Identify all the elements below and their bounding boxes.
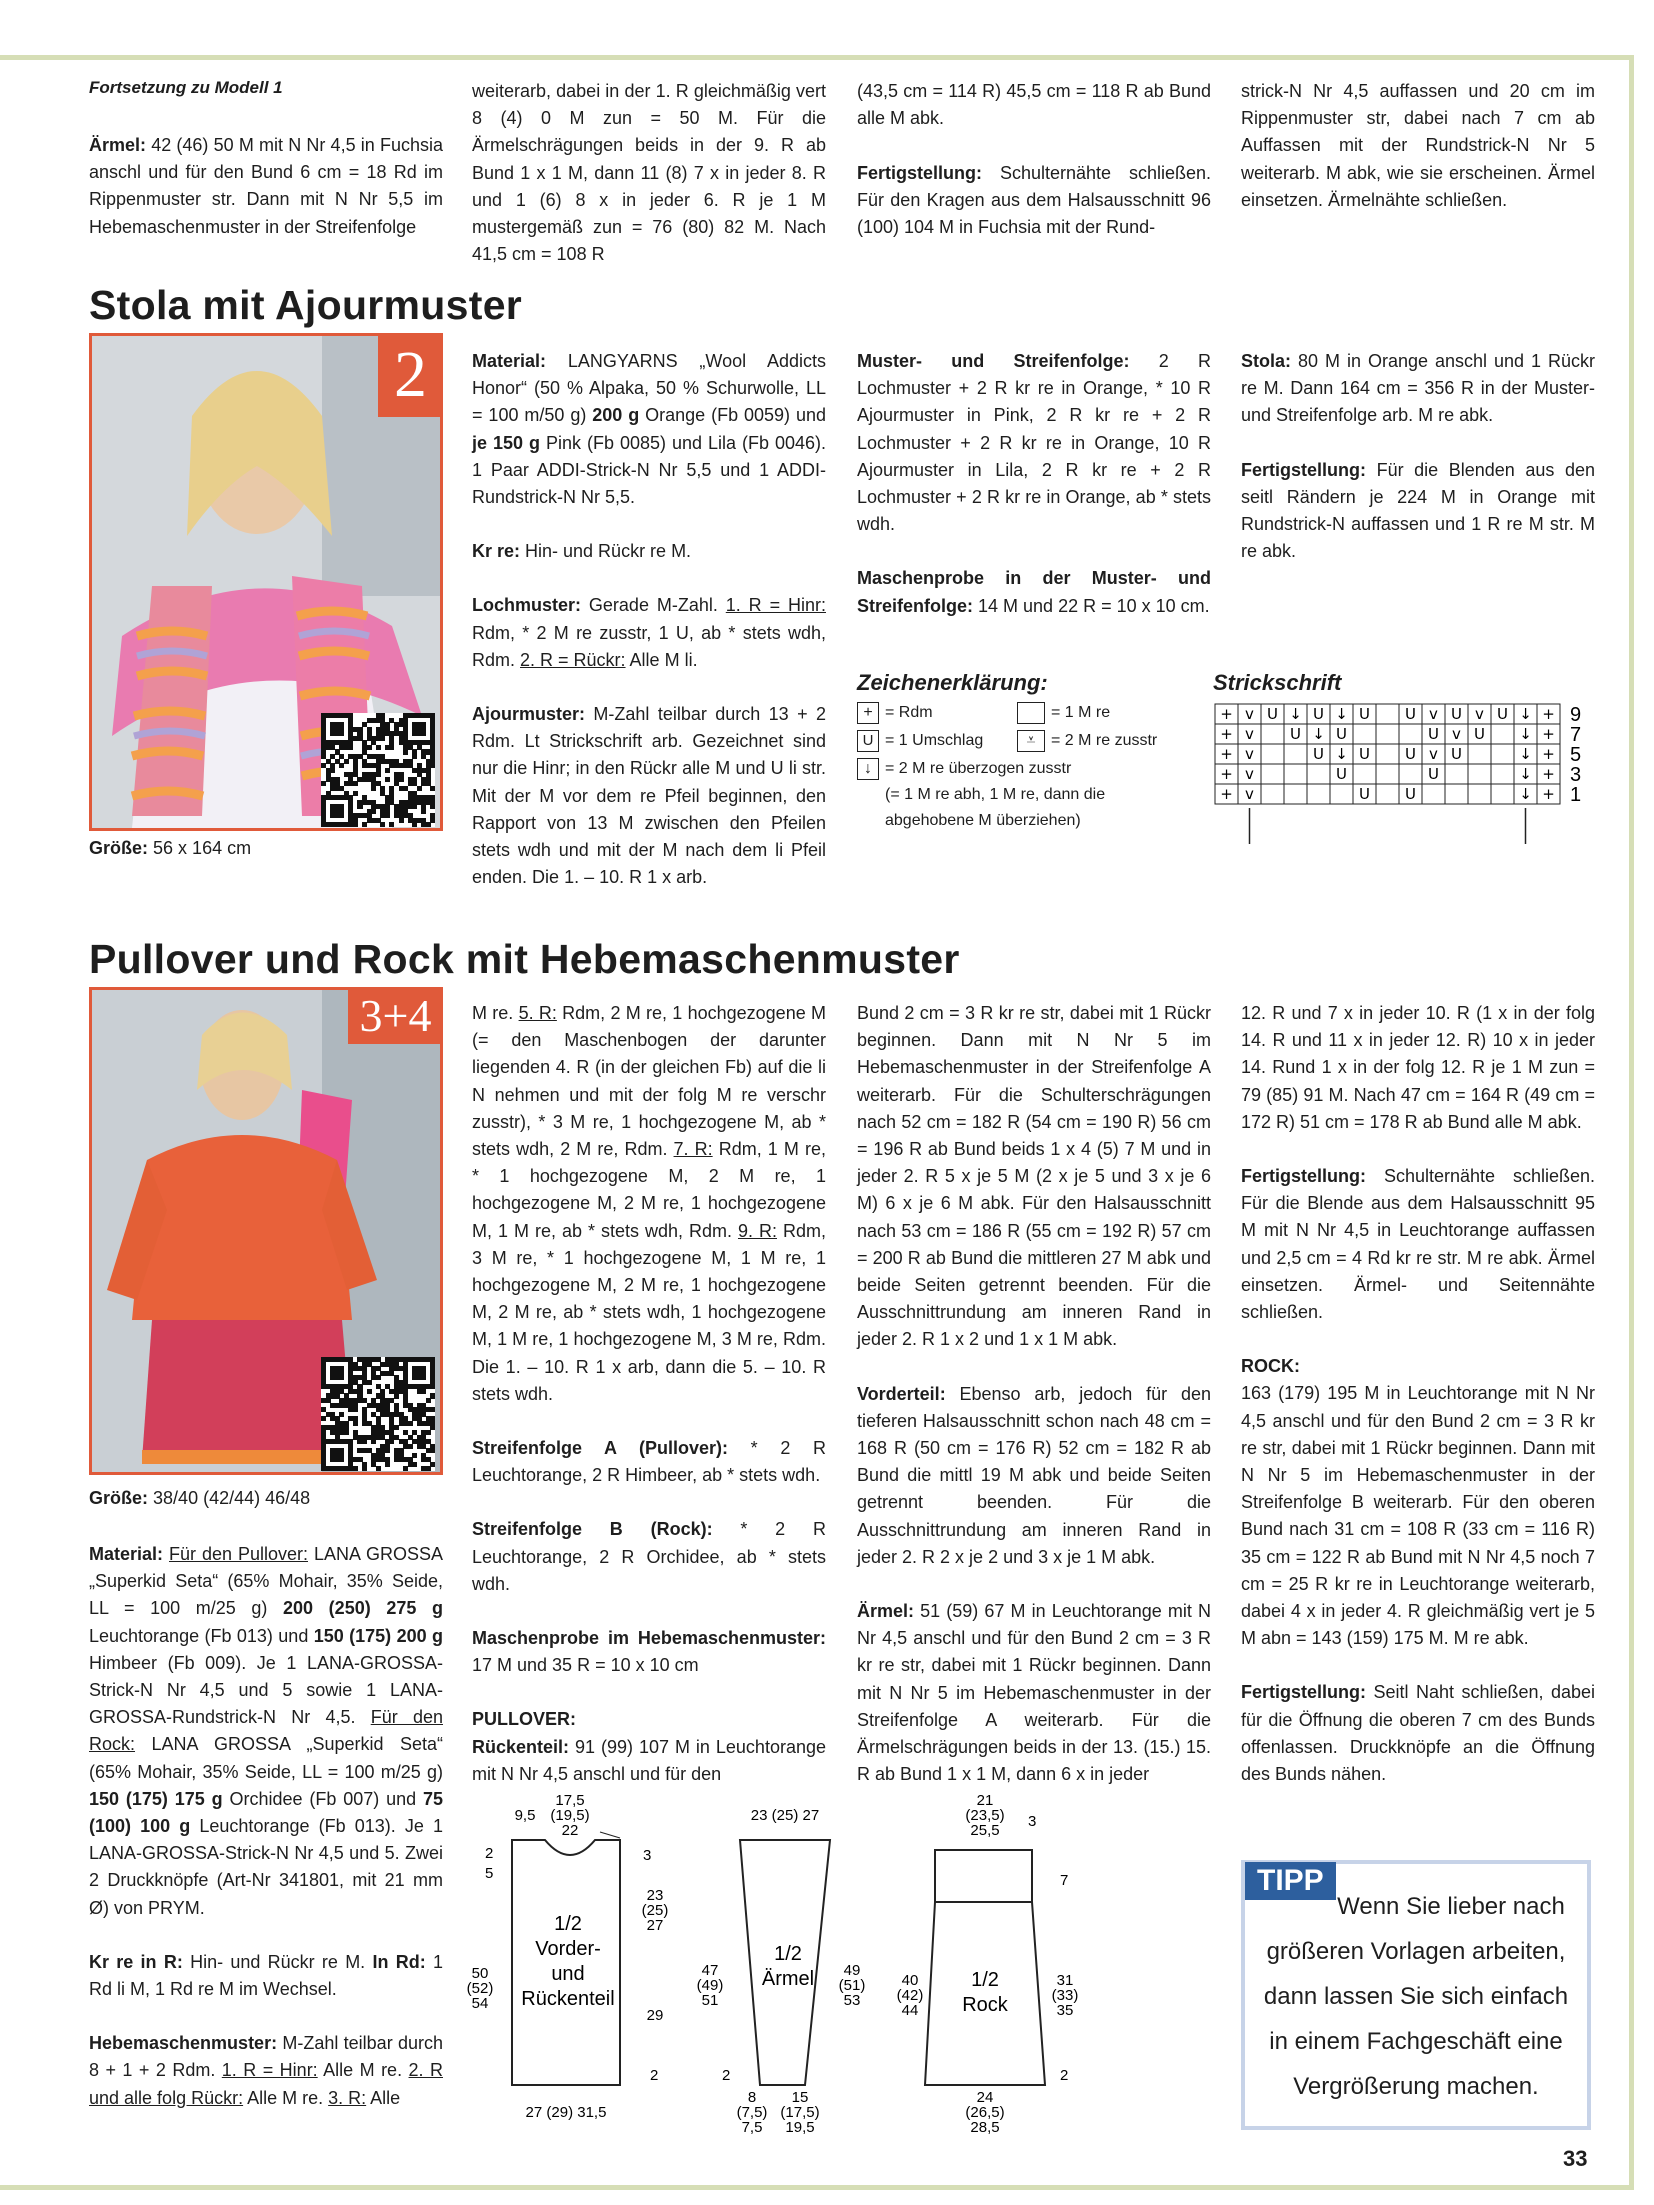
chart-symbol: U <box>1428 765 1439 783</box>
front-label-1: 1/2 <box>554 1913 582 1935</box>
chart-symbol: v <box>1245 705 1254 723</box>
chart-cell <box>1468 784 1491 804</box>
front-dim-arm1: 23 <box>646 1887 664 1904</box>
chart-symbol: + <box>1542 725 1555 743</box>
skirt-dim-r2: (33) <box>1051 1987 1079 2004</box>
chart-cell <box>1376 764 1399 784</box>
front-dim-h3: 54 <box>471 1995 489 2012</box>
sleeve-dim-l3: 51 <box>701 1992 719 2009</box>
front-dim-sh: 3 <box>643 1847 652 1864</box>
chart-symbol: + <box>1220 765 1233 783</box>
front-back-schematic <box>467 1792 669 2121</box>
chart-symbol: ↓ <box>1289 705 1302 723</box>
front-dim-top: 17,5 <box>555 1792 585 1809</box>
skirt-dim-bund: 2 <box>1060 2067 1069 2084</box>
chart-cell <box>1376 744 1399 764</box>
front-dim-bund: 2 <box>650 2067 659 2084</box>
sleeve-schematic <box>697 1807 866 2135</box>
sleeve-dim-bund: 2 <box>722 2067 731 2084</box>
skirt-dim-r3: 35 <box>1056 2002 1074 2019</box>
skirt-label-1: 1/2 <box>971 1969 999 1991</box>
skirt-dim-t1: 21 <box>976 1792 994 1809</box>
chart-symbol: v <box>1245 785 1254 803</box>
front-dim-h2: (52) <box>466 1980 494 1997</box>
skirt-dim-b3: 28,5 <box>970 2119 1000 2135</box>
tip-line-2: größeren Vorlagen arbeiten, <box>1266 1938 1566 1965</box>
chart-symbol: U <box>1405 745 1416 763</box>
chart-row-number: 3 <box>1570 764 1582 786</box>
chart-symbol: + <box>1542 765 1555 783</box>
legend-ssk: = 2 M re überzogen zusstr <box>885 760 1072 777</box>
pullover-column-2: M re. 5. R: Rdm, 2 M re, 1 hochgezogene M (= den Maschenbogen der darunter liegenden 4. R (in der gleichen Fb) auf die li N nehmen und mit der folg M re verschr zusstr), * 3 M re, 1 hochgezogene M, ab * stets wdh, 2 M re, Rdm. 7. R: Rdm, 1 M re, * 1 hochgezogene M, 2 M re, 1 hochgezogene M, 2 M re, 1 hochgezogene M, 1 M re, ab * stets wdh, Rdm. 9. R: Rdm, 3 M re, * 1 hochgezogene M, 1 M re, 1 hochgezogene M, 2 M re, 1 hochgezogene M, 2 M re, ab * stets wdh, 1 hochgezogene M, 1 M re, 1 hochgezogene M, 3 M re, Rdm. Die 1. – 10. R 1 x arb, dann die 5. – 10. R stets wdh. Streifenfolge A (Pullover): * 2 R Leuchtorange, 2 R Himbeer, ab * stets wdh. Streifenfolge B (Rock): * 2 R Leuchtorange, 2 R Orchidee, ab * stets wdh. Maschenprobe im Hebemaschenmuster: 17 M und 35 R = 10 x 10 cm PULLOVER: Rückenteil: 91 (99) 107 M in Leuchtorange mit N Nr 4,5 anschl und für den <box>472 1003 826 1784</box>
chart-cell <box>1353 764 1376 784</box>
sleeve-dim-b1: 8 <box>747 2089 757 2106</box>
stola-qr-code <box>321 713 435 827</box>
chart-symbol: U <box>1359 785 1370 803</box>
pullover-model-number: 3+4 <box>348 987 443 1044</box>
chart-symbol: + <box>1220 745 1233 763</box>
chart-symbol: U <box>1313 705 1324 723</box>
chart-cell <box>1445 764 1468 784</box>
skirt-dim-l3: 44 <box>901 2002 919 2019</box>
knitting-chart <box>1213 702 1583 867</box>
chart-symbol: U <box>1359 745 1370 763</box>
chart-cell <box>1284 764 1307 784</box>
skirt-dim-tr: 3 <box>1028 1813 1037 1830</box>
sleeve-dim-l1: 47 <box>701 1962 719 1979</box>
chart-symbol: U <box>1474 725 1485 743</box>
stola-model-number: 2 <box>378 333 443 417</box>
chart-symbol: U <box>1313 745 1324 763</box>
chart-row-number: 1 <box>1570 784 1582 806</box>
top-column-4: strick-N Nr 4,5 auffassen und 20 cm im Rippenmuster str, dabei nach 7 cm ab Auffassen mit der Rundstrick-N Nr 5 weiterarb. M abk, wie sie erscheinen. Ärmel einsetzen. Ärmelnähte schließen. <box>1241 81 1595 210</box>
chart-symbol: ↓ <box>1519 725 1532 743</box>
sleeve-dim-top: 23 (25) 27 <box>750 1807 820 1824</box>
chart-cell <box>1468 764 1491 784</box>
front-dim-top3: 22 <box>561 1822 579 1839</box>
chart-cell <box>1261 744 1284 764</box>
front-dim-shoulder: 9,5 <box>514 1807 536 1824</box>
tip-line-3: dann lassen Sie sich einfach <box>1263 1983 1569 2010</box>
stola-column-3: Stola: 80 M in Orange anschl und 1 Rückr re M. Dann 164 cm = 356 R in der Muster- und Streifenfolge arb. M re abk. Fertigstellung: Für die Blenden aus den seitl Rändern je 224 M in Orange mit Rundstrick-N auffassen und 1 R re M str. M re abk. <box>1241 351 1595 562</box>
chart-cell <box>1353 724 1376 744</box>
pullover-column-1: Material: Für den Pullover: LANA GROSSA „Superkid Seta“ (65% Mohair, 35% Seide, LL = 100 m/25 g) 200 (250) 275 g Leuchtorange (Fb 013) und 150 (175) 200 g Himbeer (Fb 009). Je 1 LANA-GROSSA-Strick-N Nr 4,5 und 5 sowie 1 LANA-GROSSA-Rundstrick-N Nr 4,5. Für den Rock: LANA GROSSA „Superkid Seta“ (65% Mohair, 35% Seide, LL = 100 m/25 g) 150 (175) 175 g Orchidee (Fb 007) und 75 (100) 100 g Leuchtorange (Fb 013). Je 1 LANA-GROSSA-Strick-N Nr 4,5 und 5. Zwei 2 Druckknöpfe (Art-Nr 341801, mit 21 mm Ø) von PRYM. Kr re in R: Hin- und Rückr re M. In Rd: 1 Rd li M, 1 Rd re M im Wechsel. Hebemaschenmuster: M-Zahl teilbar durch 8 + 1 + 2 Rdm. 1. R = Hinr: Alle M re. 2. R und alle folg Rückr: Alle M re. 3. R: Alle <box>89 1544 443 2108</box>
chart-symbol: U <box>1336 765 1347 783</box>
stola-column-2: Muster- und Streifenfolge: 2 R Lochmuster + 2 R kr re in Orange, * 10 R Ajourmuster in Pink, 2 R kr re + 2 R Lochmuster + 2 R kr re in Orange, 10 R Ajourmuster in Lila, 2 R kr re + 2 R Lochmuster + 2 R kr re in Orange, ab * stets wdh. Maschenprobe in der Muster- und Streifenfolge: 14 M und 22 R = 10 x 10 cm. <box>857 351 1212 616</box>
chart-symbol: ↓ <box>1312 725 1325 743</box>
legend-knit: = 1 M re <box>1051 704 1111 721</box>
chart-cell <box>1284 784 1307 804</box>
k2tog-symbol: ⩡ <box>1017 730 1045 752</box>
chart-symbol: ↓ <box>1519 785 1532 803</box>
tip-box <box>1241 1860 1591 2130</box>
stola-column-1: Material: LANGYARNS „Wool Addicts Honor“ (50 % Alpaka, 50 % Schurwolle, LL = 100 m/50 g) 200 g Orange (Fb 0059) und je 150 g Pink (Fb 0085) und Lila (Fb 0046). 1 Paar ADDI-Strick-N Nr 5,5 und 1 ADDI-Rundstrick-N Nr 5,5. Kr re: Hin- und Rückr re M. Lochmuster: Gerade M-Zahl. 1. R = Hinr: Rdm, * 2 M re zusstr, 1 U, ab * stets wdh, Rdm. 2. R = Rückr: Alle M li. Ajourmuster: M-Zahl teilbar durch 13 + 2 Rdm. Lt Strickschrift arb. Gezeichnet sind nur die Hinr; in den Rückr alle M und U li str. Mit der M vor dem re Pfeil beginnen, den Rapport von 13 M zwischen den Pfeilen stets wdh und mit der M nach dem li Pfeil enden. Die 1. – 10. R 1 x arb. <box>472 351 826 888</box>
front-label-3: und <box>551 1963 585 1985</box>
front-dim-neck2: 5 <box>485 1865 494 1882</box>
skirt-dim-side: 7 <box>1060 1872 1069 1889</box>
chart-cell <box>1376 784 1399 804</box>
legend-title: Zeichenerklärung: <box>857 670 1048 695</box>
skirt-dim-l1: 40 <box>901 1972 919 1989</box>
sleeve-dim-c1: 15 <box>791 2089 809 2106</box>
chart-cell <box>1261 764 1284 784</box>
skirt-schematic <box>897 1792 1079 2135</box>
chart-cell <box>1307 764 1330 784</box>
chart-cell <box>1376 704 1399 724</box>
chart-symbol: U <box>1405 785 1416 803</box>
chart-cell <box>1491 764 1514 784</box>
top-column-2: weiterarb, dabei in der 1. R gleichmäßig vert 8 (4) 0 M zun = 50 M. Für die Ärmelschrägungen beids in der 9. R ab Bund 1 x 1 M, dann 11 (8) 7 x in jeder 8. R und 1 (6) 8 x in jeder 6. R je 1 M mustergemäß zun = 76 (80) 82 M. Nach 41,5 cm = 108 R <box>472 81 826 265</box>
chart-symbol: v <box>1429 705 1438 723</box>
chart-symbol: v <box>1245 745 1254 763</box>
skirt-dim-b1: 24 <box>976 2089 994 2106</box>
tip-label: TIPP <box>1245 1862 1336 1900</box>
knit-stitch-symbol <box>1017 702 1045 724</box>
skirt-dim-l2: (42) <box>896 1987 924 2004</box>
chart-row-number: 9 <box>1570 704 1582 726</box>
skirt-dim-b2: (26,5) <box>965 2104 1005 2121</box>
chart-cell <box>1261 784 1284 804</box>
pullover-column-3: Bund 2 cm = 3 R kr re str, dabei mit 1 Rückr beginnen. Dann mit N Nr 5 im Hebemaschenmuster in der Streifenfolge A weiterarb. Für die Schulterschrägungen nach 52 cm = 182 R (54 cm = 190 R) 56 cm = 196 R ab Bund beids 1 x 4 (5) 7 M und in jeder 2. R 5 x je 5 M (2 x je 5 und 3 x je 6 M) 6 x je 6 M abk. Für den Halsausschnitt nach 53 cm = 186 R (55 cm = 192 R) 57 cm = 200 R ab Bund die mittleren 27 M abk und beide Seiten getrennt beenden. Für die Ausschnittrundung am inneren Rand in jeder 2. R 1 x 2 und 1 x 1 M abk. Vorderteil: Ebenso arb, jedoch für den tieferen Halsausschnitt schon nach 48 cm = 168 R (50 cm = 176 R) 52 cm = 182 R ab Bund die mittl 19 M abk und beide Seiten getrennt beenden. Für die Ausschnittrundung am inneren Rand in jeder 2. R 2 x je 2 und 3 x je 1 M abk. Ärmel: 51 (59) 67 M in Leuchtorange mit N Nr 4,5 anschl und für den Bund 2 cm = 3 R kr re str, dabei mit 1 Rückr beginnen. Dann mit N Nr 5 im Hebemaschenmuster in der Streifenfolge A weiterarb. Für die Ärmelschrägungen beids in der 13. (15.) 15. R ab Bund 1 x 1 M, dann 6 x in jeder <box>857 1003 1211 1785</box>
sleeve-label-2: Ärmel <box>761 1968 815 1990</box>
top-column-1: Ärmel: 42 (46) 50 M mit N Nr 4,5 in Fuchsia anschl und für den Bund 6 cm = 18 Rd im Rippenmuster str. Dann mit N Nr 5,5 im Hebemaschenmuster in der Streifenfolge <box>89 135 443 237</box>
skirt-dim-t2: (23,5) <box>965 1807 1005 1824</box>
legend-ssk-note-1: (= 1 M re abh, 1 M re, dann die <box>885 786 1106 803</box>
chart-symbol: v <box>1245 725 1254 743</box>
chart-symbol: U <box>1267 705 1278 723</box>
sleeve-dim-b3: 7,5 <box>741 2119 763 2135</box>
front-label-2: Vorder- <box>535 1938 601 1960</box>
front-dim-width: 27 (29) 31,5 <box>525 2104 607 2121</box>
chart-symbol: U <box>1451 705 1462 723</box>
chart-symbol: v <box>1452 725 1461 743</box>
chart-cell <box>1330 784 1353 804</box>
sleeve-dim-c2: (17,5) <box>780 2104 820 2121</box>
chart-symbol: v <box>1429 745 1438 763</box>
skirt-label-2: Rock <box>962 1994 1008 2016</box>
chart-symbol: ↓ <box>1519 705 1532 723</box>
pullover-title: Pullover und Rock mit Hebemaschenmuster <box>89 936 960 982</box>
chart-symbol: + <box>1542 705 1555 723</box>
skirt-dim-r1: 31 <box>1056 1972 1074 1989</box>
continuation-label: Fortsetzung zu Modell 1 <box>89 78 283 97</box>
front-dim-neck: 2 <box>485 1845 494 1862</box>
pattern-schematics <box>460 1790 1100 2135</box>
chart-symbol: ↓ <box>1519 765 1532 783</box>
pullover-column-4: 12. R und 7 x in jeder 10. R (1 x in der folg 14. R und 11 x in jeder 12. R) 10 x in jeder 14. Rund 1 x in der folg 12. R je 1 M zun = 79 (85) 91 M. Nach 47 cm = 164 R (49 cm = 172 R) 51 cm = 178 R ab Bund alle M abk. Fertigstellung: Schulternähte schließen. Für die Blende aus dem Halsausschnitt 95 M mit N Nr 4,5 in Leuchtorange auffassen und 2,5 cm = 4 Rd kr re str. M re abk. Ärmel einsetzen. Ärmel- und Seitennähte schließen. ROCK: 163 (179) 195 M in Leuchtorange mit N Nr 4,5 anschl und für den Bund 2 cm = 3 R kr re str, dabei mit 1 Rückr beginnen. Dann mit N Nr 5 im Hebemaschenmuster in der Streifenfolge B weiterarb. Für den oberen Bund nach 31 cm = 108 R (33 cm = 116 R) 35 cm = 122 R ab Bund mit N Nr 4,5 noch 7 cm = 25 R kr re in Leuchtorange weiterarb, dabei 4 x in jeder 4. R gleichmäßig vert je 5 M abn = 143 (159) 175 M. M re abk. Fertigstellung: Seitl Naht schließen, dabei für die Öffnung die oberen 7 cm des Bunds offenlassen. Druckknöpfe an die Öffnung des Bunds nähen. <box>1241 1003 1595 1785</box>
front-dim-h1: 50 <box>471 1965 489 1982</box>
chart-symbol: + <box>1220 785 1233 803</box>
chart-symbol: U <box>1451 745 1462 763</box>
chart-symbol: ↓ <box>1519 745 1532 763</box>
chart-cell <box>1376 724 1399 744</box>
chart-symbol: v <box>1245 765 1254 783</box>
chart-cell <box>1399 724 1422 744</box>
chart-row-number: 5 <box>1570 744 1582 766</box>
chart-cell <box>1399 764 1422 784</box>
chart-symbol: v <box>1475 705 1484 723</box>
front-dim-arm3: 27 <box>646 1917 664 1934</box>
sleeve-dim-r2: (51) <box>838 1977 866 1994</box>
legend-k2tog: = 2 M re zusstr <box>1051 732 1158 749</box>
front-dim-side: 29 <box>646 2007 664 2024</box>
pullover-qr-code <box>321 1357 435 1471</box>
tip-line-5: Vergrößerung machen. <box>1293 2073 1539 2100</box>
chart-title: Strickschrift <box>1213 670 1342 695</box>
chart-symbol: + <box>1220 705 1233 723</box>
chart-symbol: + <box>1542 745 1555 763</box>
stola-title: Stola mit Ajourmuster <box>89 282 523 328</box>
front-dim-arm2: (25) <box>641 1902 669 1919</box>
symbol-legend <box>857 702 1217 852</box>
front-dim-top2: (19,5) <box>550 1807 590 1824</box>
chart-cell <box>1468 744 1491 764</box>
sleeve-dim-r3: 53 <box>843 1992 861 2009</box>
skirt-dim-t3: 25,5 <box>970 1822 1000 1839</box>
sleeve-dim-l2: (49) <box>696 1977 724 1994</box>
chart-symbol: + <box>1220 725 1233 743</box>
stola-size: Größe: 56 x 164 cm <box>89 838 252 858</box>
chart-symbol: U <box>1336 725 1347 743</box>
chart-symbol: U <box>1359 705 1370 723</box>
sleeve-label-1: 1/2 <box>774 1943 802 1965</box>
edge-stitch-symbol: + <box>857 702 879 724</box>
chart-cell <box>1491 744 1514 764</box>
pullover-size: Größe: 38/40 (42/44) 46/48 <box>89 1488 311 1508</box>
tip-text <box>1245 1884 1587 2109</box>
ssk-symbol: ↓ <box>857 758 879 780</box>
chart-symbol: U <box>1405 705 1416 723</box>
chart-cell <box>1445 784 1468 804</box>
chart-symbol: + <box>1542 785 1555 803</box>
legend-yarn-over: = 1 Umschlag <box>885 732 984 749</box>
chart-symbol: U <box>1497 705 1508 723</box>
sleeve-dim-c3: 19,5 <box>785 2119 815 2135</box>
sleeve-dim-r1: 49 <box>843 1962 861 1979</box>
tip-line-4: in einem Fachgeschäft eine <box>1269 2028 1563 2055</box>
tip-line-1: Wenn Sie lieber nach <box>1337 1893 1565 1920</box>
chart-cell <box>1261 724 1284 744</box>
page-number: 33 <box>1563 2146 1588 2171</box>
chart-cell <box>1307 784 1330 804</box>
chart-cell <box>1284 744 1307 764</box>
top-column-3: (43,5 cm = 114 R) 45,5 cm = 118 R ab Bund alle M abk. Fertigstellung: Schulternähte schließen. Für den Kragen aus dem Halsausschnitt 96 (100) 104 M in Fuchsia mit der Rund- <box>857 81 1211 238</box>
chart-cell <box>1422 784 1445 804</box>
chart-cell <box>1491 724 1514 744</box>
yarn-over-symbol: U <box>857 730 879 752</box>
chart-symbol: U <box>1290 725 1301 743</box>
chart-symbol: ↓ <box>1335 745 1348 763</box>
chart-symbol: ↓ <box>1335 705 1348 723</box>
front-label-4: Rückenteil <box>521 1988 615 2010</box>
chart-cell <box>1491 784 1514 804</box>
chart-row-number: 7 <box>1570 724 1582 746</box>
knitting-chart-grid <box>1213 702 1583 862</box>
legend-edge-stitch: = Rdm <box>885 704 933 721</box>
legend-ssk-note-2: abgehobene M überziehen) <box>885 812 1081 829</box>
chart-symbol: U <box>1428 725 1439 743</box>
sleeve-dim-b2: (7,5) <box>736 2104 768 2121</box>
